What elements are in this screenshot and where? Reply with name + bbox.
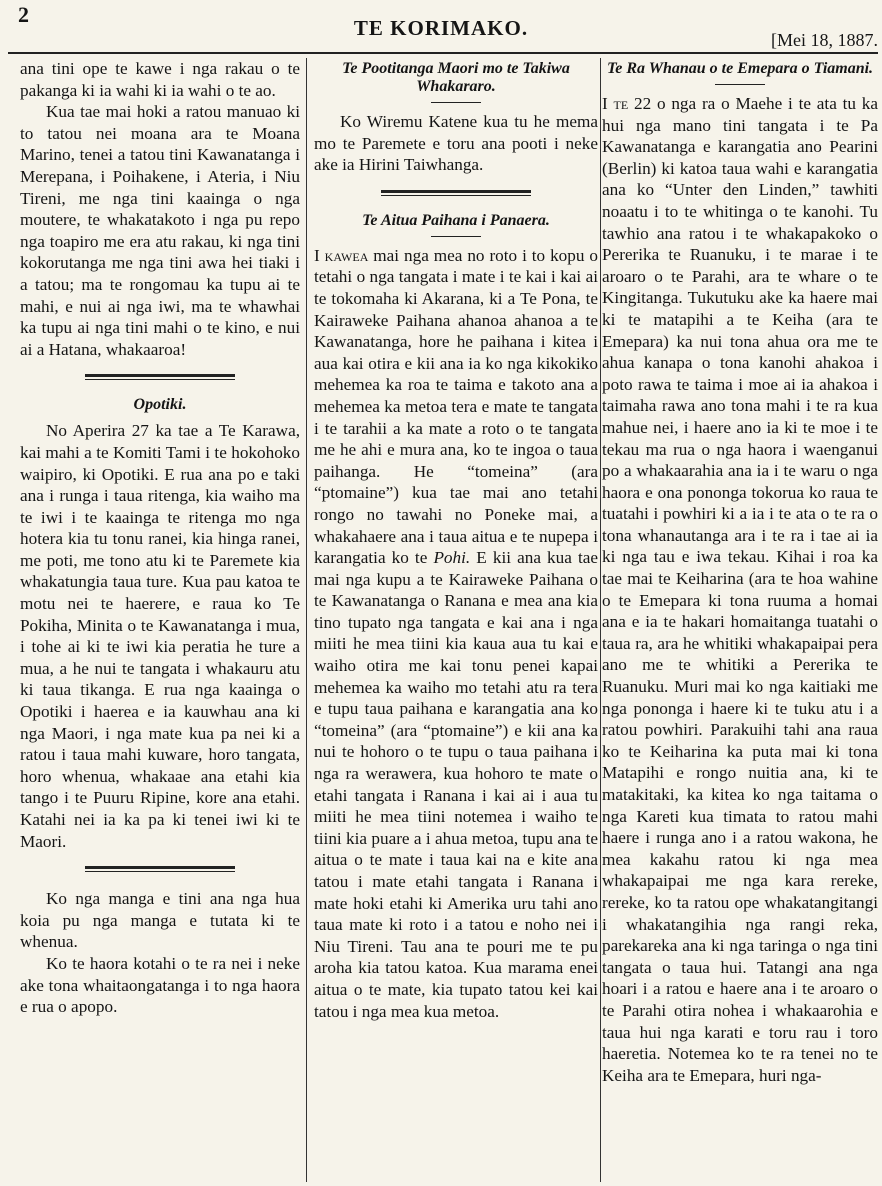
title-rule: [431, 236, 481, 237]
column-divider: [306, 58, 307, 1182]
column-1: [20, 58, 300, 1182]
column-2: [314, 58, 598, 1182]
misc-paragraph: Ko nga manga e tini ana nga hua koia pu nga manga e tutata ki te whenua.: [20, 889, 300, 952]
misc-paragraph: Ko te haora kotahi o te ra nei i neke ake tona whaitaongatanga i to nga haora e rua o apopo.: [20, 953, 300, 1017]
dropword: I te: [602, 94, 629, 113]
intro-continued: ana tini ope te kawe i nga rakau o te pakanga ki ia wahi ki ia wahi o te ao.: [20, 59, 300, 100]
article-title-ra-whanau: Te Ra Whanau o te Emepara o Tiamani.: [606, 60, 874, 77]
pohi-ref: Pohi.: [433, 548, 471, 568]
section-divider: [85, 374, 235, 380]
article-body-pooti: Ko Wiremu Katene kua tu he mema mo te Paremete e toru ana pooti i neke ake ia Hirini Taiwhanga.: [314, 112, 598, 175]
header-rule: [8, 52, 878, 54]
dropword: I kawea: [314, 245, 369, 265]
article-body-ra-whanau: [602, 93, 878, 1086]
article-title-opotiki: Opotiki.: [133, 396, 187, 414]
section-divider: [85, 866, 235, 872]
article-title-aitua: Te Aitua Paihana i Panaera.: [362, 211, 550, 229]
page-number: 2: [18, 2, 29, 27]
title-rule: [715, 84, 765, 85]
aitua-text: mai nga mea no roto i to kopu o tetahi o nga tangata i mate i te kai i kai ai te tokomaha ki Akarana, ki a Te Pona, te Kairaweke Paihana ahanoa ahanoa a te Kawanatanga, hore he paihana i kitea i aua kai otira e kii ana ia ko nga kikokiko mehemea ka roa te taima e takoto ana a mehemea ka metoa tera e mate te tangata i te tarahii a ka mate a roto o te tangata me he ahi e mura ana, ko te ingoa o taua paihanga. He “tomeina” (ara “ptomaine”) kua tae mai ano tetahi rongo no tawahi no Poneke mai, a whakahaere ana i taua aitua e te nupepa i karangatia ko te: [314, 245, 598, 568]
masthead: TE KORIMAKO.: [353, 16, 529, 40]
column-3: [602, 58, 878, 1182]
aitua-text-cont: E kii ana kua tae mai nga kupu a te Kairaweke Paihana o te Kawanatanga o Ranana e mea ana kia tino tupato nga tangata e kai ana i nga miiti he mea tiini kia kaua aua tu kai e waiho otira me kai tonu penei kapai mehemea ka waiho mo tetahi atu ra tera e tupu taua paihana e karangatia ana ko “tomeina” (ara “ptomaine”) e kii ana ka nui te hohoro o te tupu o taua paihana i nga ra werawera, kua hohoro te mate o etahi tangata i Ranana i kai ai i aua tu miiti he mea tiini notemea i waiho te tiini kia puare a i ahua metoa, tupu ana te aitua o te mate i taua kai na e kite ana tatou i mate etahi tangata i Ranana i mate hoki etahi ki Amerika uru tahi ano taua mate ki roto i a tatou e noho nei i Niu Tireni. Tau ana te pouri me te pu aroha kia tatou katoa. Kua marama enei aitua o te mate, kia tupato tatou kei kai tatou i nga mea kua metoa.: [314, 548, 598, 1021]
intro-paragraph: Kua tae mai hoki a ratou manuao ki to tatou nei moana ara te Moana Marino, tenei a tatou tini Kawanatanga i Merepana, i Poihakene, i Ateria, i Niu Tireni, me nga tini kaainga o nga moutere, te whakatakoto i nga pu repo nga toapiro me era atu rakau, ki nga tini kokorutanga me nga tini awa hei tiaki i a tatou; ma te rongomau ka tupu ai te mahi, e nui ai nga iwi, ma te whawhai ka tupu ai nga tini mahi o te kino, e nui ai a Hatana, whakaaroa!: [20, 102, 300, 359]
ra-text: 22 o nga ra o Maehe i te ata tu ka hui nga mano tini tangata i te Pa Kawanatanga e karangatia ano Pearini (Berlin) ki katoa taua wahi e karangatia ana ko “Unter den Linden,” tawhiti noaatu i to te whitinga o te kanohi. Tu tawhio ana ratou i te whakapakoko o Pererika te Ruanuku, i te marae i te aroaro o te Parahi, ara te whare o te Kingitanga. Tukutuku ake ka haere mai ki te matapihi a te Keiha (ara te Emepara) ka nui tona ahua ora me te ahua kanapa o tona kanohi ahakoa i poto rawa te taima i moe ai ia ahakoa i taimaha rawa ano tona mahi i te ra kua mahue nei, i haere ano ia ki te moe i te tekau ma rua o nga haora i waenganui po a whakaarahia ana ia i te waru o nga haora e ona pononga tokorua ko raua te tuatahi i powhiri ki a ia i te ata o te ra o tona whanautanga ara i te ra i tae ai ia ki nga tau e iwa tekau. Kihai i roa ka tae mai te Keiharina (ara te hoa wahine o te Emepara ki tona ruuma a homai ana e ia te hakari homaitanga tuatahi o taua ra, ara he whitiki whakapaipai pera ano me te whitiki a Pererika te Ruanuku. Muri mai ko nga kaitiaki me nga pononga i haere ki te tuku atu i a ratou powhiri. Parakuihi tahi ana raua ko te Keiharina ka puta mai ki tona Matapihi e rongo nuitia ana, ki te matakitaki, ka kitea ko nga taitama o nga Kareti kua timata to ratou mahi haere i runga ano i a ratou wakona, he mea kakahu ratou ki nga mea whakapaipai me nga kara rereke, rereke, ko ta ratou ope whakatangitangi i whakatangihia nga rangi reka, parekareka ana ki nga taringa o nga tini tangata o taua hui. Tatangi ana nga hoari i a ratou e haere ana i te aroaro o te Parahi otira nohea i whakaarohia e taua hui nga karati e toru rau i toro haeretia. Notemea ko te ra tenei no te Keiha ara te Emepara, huri nga-: [602, 94, 878, 1085]
section-divider: [381, 190, 531, 196]
column-divider: [600, 58, 601, 1182]
article-body-opotiki: No Aperira 27 ka tae a Te Karawa, kai mahi a te Komiti Tami i te hokohoko waipiro, ki Opotiki. E rua ana po e taki ana i runga i taua ritenga, kia waiho ma te iwi i te kaainga te ritenga mo nga hotera kia tu tonu ranei, kia hinga ranei, me poti, me tono atu ki te Paremete kia whakatungia taua ture. Kua pau katoa te motu nei te haerere, e raua ko Te Pokiha, Minita o te Kawanatanga i mua, i tohe ai ki te iwi kia peratia he ture a mua, a he nui te tangata i whakauru atu ki taua tikanga. E rua nga kaainga o Opotiki i haerea e ia kauwhau ana ki nga Maori, i nga mate kua pa nei ki a ratou i taua mahi kuware, horo tangata, horo whenua, whakaae ana etahi kia tango i te Puuru Ripine, kore ana etahi. Katahi nei ia ka pa ki tenei iwi ki te Maori.: [20, 421, 300, 851]
article-title-pooti: Te Pootitanga Maori mo te Takiwa Whakararo.: [342, 60, 570, 95]
title-rule: [431, 102, 481, 103]
article-body-aitua: [314, 245, 598, 1022]
page-header: [0, 0, 882, 50]
issue-date: [Mei 18, 1887.: [771, 30, 878, 50]
